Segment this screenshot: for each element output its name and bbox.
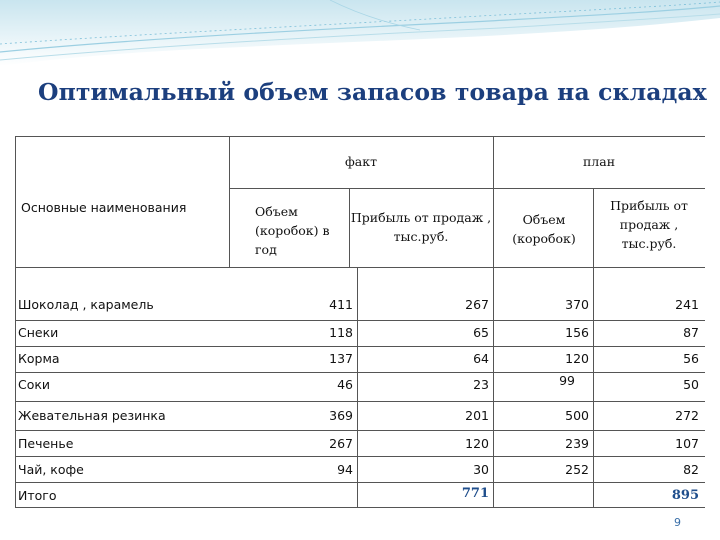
- fact-volume: 267: [329, 436, 353, 451]
- plan-profit: 50: [683, 377, 699, 392]
- fact-volume: 369: [329, 408, 353, 423]
- group-plan-header: план: [582, 154, 616, 169]
- page-number: 9: [674, 516, 681, 529]
- total-fact-profit: 771: [461, 486, 489, 501]
- fact-volume: 137: [329, 351, 353, 366]
- col-fact-volume-header: Объем (коробок) в год: [255, 204, 330, 257]
- plan-profit: 82: [683, 462, 699, 477]
- row-name: Чай, кофе: [18, 462, 84, 477]
- plan-profit: 56: [683, 351, 699, 366]
- fact-volume: 46: [337, 377, 353, 392]
- plan-volume: 120: [565, 351, 589, 366]
- row-name: Печенье: [18, 436, 74, 451]
- fact-volume: 94: [337, 462, 353, 477]
- plan-profit: 87: [683, 325, 699, 340]
- fact-profit: 30: [473, 462, 489, 477]
- fact-profit: 23: [473, 377, 489, 392]
- fact-volume: 411: [329, 297, 353, 312]
- col-plan-volume-header: Объем (коробок): [512, 212, 576, 246]
- slide-title: Оптимальный объем запасов товара на складах: [38, 78, 707, 106]
- fact-profit: 65: [473, 325, 489, 340]
- plan-profit: 107: [675, 436, 699, 451]
- row-name: Снеки: [18, 325, 59, 340]
- plan-volume: 500: [565, 408, 589, 423]
- plan-profit: 241: [675, 297, 699, 312]
- plan-volume: 99: [559, 373, 575, 388]
- row-name: Соки: [18, 377, 51, 392]
- plan-volume: 370: [565, 297, 589, 312]
- table-grid: [15, 136, 705, 508]
- col-fact-profit-header: Прибыль от продаж , тыс.руб.: [350, 210, 492, 244]
- fact-volume: 118: [329, 325, 353, 340]
- plan-profit: 272: [675, 408, 699, 423]
- header-wave-decoration: [0, 0, 720, 80]
- group-fact-header: факт: [345, 154, 377, 169]
- plan-volume: 239: [565, 436, 589, 451]
- total-label: Итого: [18, 488, 57, 503]
- total-plan-profit: 895: [671, 488, 699, 503]
- plan-volume: 156: [565, 325, 589, 340]
- row-header: Основные наименования: [21, 200, 187, 215]
- fact-profit: 64: [473, 351, 489, 366]
- inventory-table: [15, 136, 705, 508]
- fact-profit: 201: [465, 408, 489, 423]
- row-name: Корма: [18, 351, 60, 366]
- plan-volume: 252: [565, 462, 589, 477]
- col-plan-profit-header: Прибыль от продаж , тыс.руб.: [610, 198, 688, 251]
- fact-profit: 120: [465, 436, 489, 451]
- row-name: Жевательная резинка: [18, 408, 166, 423]
- row-name: Шоколад , карамель: [18, 297, 154, 312]
- fact-profit: 267: [465, 297, 489, 312]
